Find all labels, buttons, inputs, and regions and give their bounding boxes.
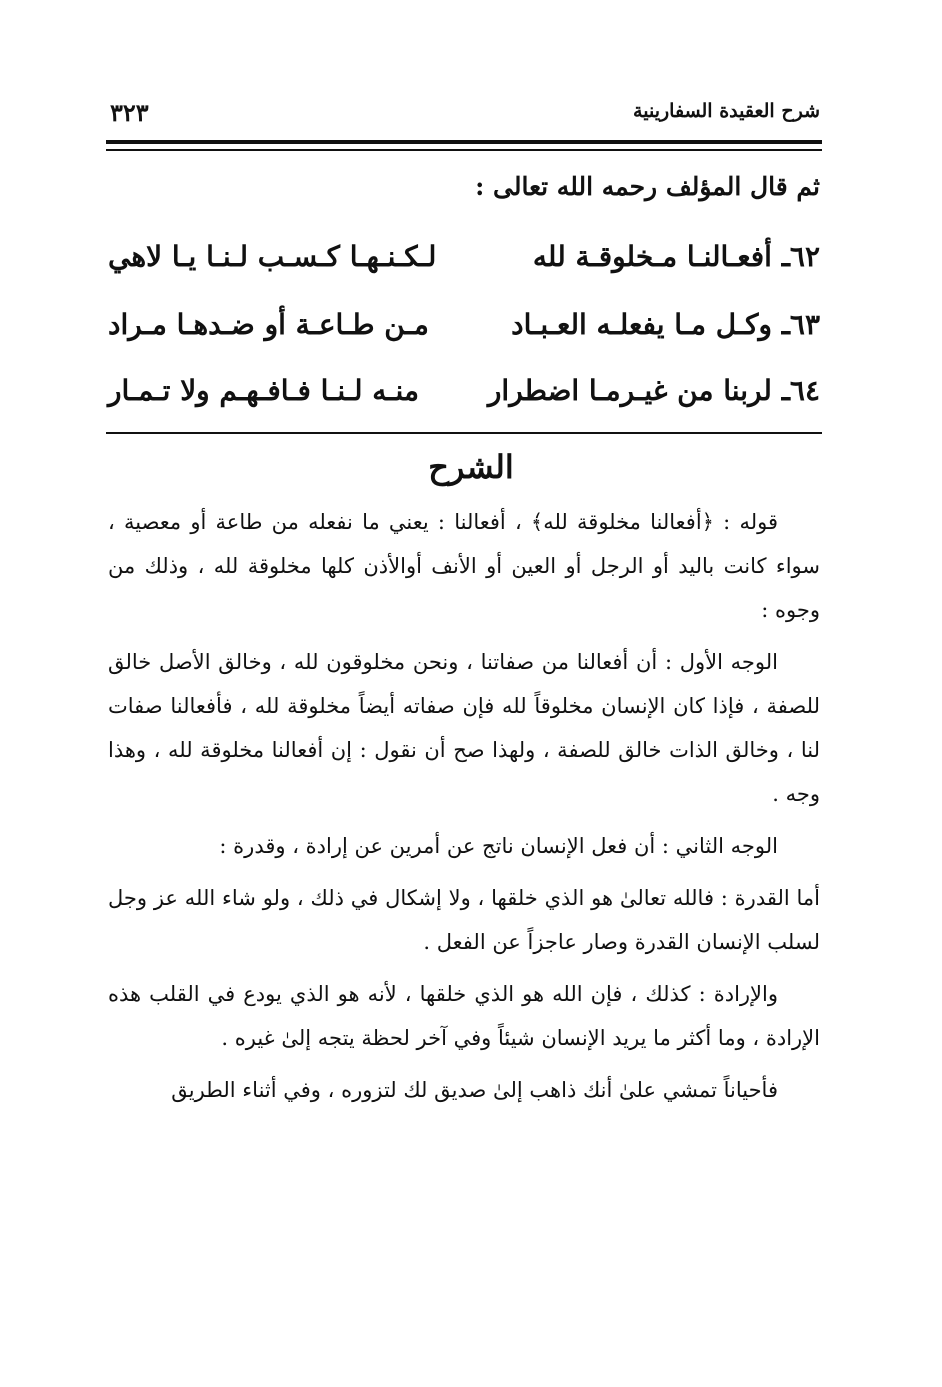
paragraph: الوجه الأول : أن أفعالنا من صفاتنا ، ونحن مخلوقون لله ، وخالق الأصل خالق للصفة ، فإذا كان الإنسان مخلوقاً لله فإن صفاته أيضاً مخلوقة لله ، فأفعالنا صفات لنا ، وخالق الذات خالق للصفة ، ولهذا صح أن نقول : إن أفعالنا مخلوقة لله ، وهذا وجه . bbox=[108, 650, 820, 806]
paragraph: الوجه الثاني : أن فعل الإنسان ناتج عن أمرين عن إرادة ، وقدرة : bbox=[219, 834, 778, 858]
paragraph: فأحياناً تمشي علىٰ أنك ذاهب إلىٰ صديق لك لتزوره ، وفي أثناء الطريق bbox=[171, 1078, 778, 1102]
book-title: شرح العقيدة السفارينية bbox=[633, 100, 820, 122]
section-title: الشرح bbox=[428, 448, 514, 486]
commentary-body bbox=[108, 500, 820, 1120]
verses-divider bbox=[106, 432, 822, 434]
verse-second-hemistich: مـن طـاعـة أو ضـدهـا مـراد bbox=[108, 308, 429, 341]
verse-first-hemistich: ٦٢ـ أفعـالنـا مـخلوقـة لله bbox=[532, 240, 820, 273]
header-rule-thin bbox=[106, 149, 822, 151]
paragraph: قوله : ﴿أفعالنا مخلوقة لله﴾ ، أفعالنا : يعني ما نفعله من طاعة أو معصية ، سواء كانت باليد أو الرجل أو العين أو الأنف أوالأذن كلها مخلوقة لله ، وذلك من وجوه : bbox=[108, 510, 820, 622]
verse-second-hemistich: لـكـنـهـا كـسـب لـنـا يـا لاهي bbox=[108, 240, 437, 273]
paragraph: والإرادة : كذلك ، فإن الله هو الذي خلقها ، لأنه هو الذي يودع في القلب هذه الإرادة ، وما أكثر ما يريد الإنسان شيئاً وفي آخر لحظة يتجه إلىٰ غيره . bbox=[108, 982, 820, 1050]
verse-second-hemistich: منـه لـنـا فـافـهـم ولا تـمـار bbox=[108, 374, 419, 407]
verse-62 bbox=[108, 240, 820, 292]
verse-64 bbox=[108, 374, 820, 426]
paragraph: أما القدرة : فالله تعالىٰ هو الذي خلقها ، ولا إشكال في ذلك ، ولو شاء الله عز وجل لسلب الإنسان القدرة وصار عاجزاً عن الفعل . bbox=[108, 886, 820, 954]
verse-first-hemistich: ٦٣ـ وكـل مـا يفعلـه العـبـاد bbox=[511, 308, 820, 341]
intro-line: ثم قال المؤلف رحمه الله تعالى : bbox=[475, 172, 820, 201]
page-number: ٣٢٣ bbox=[110, 98, 149, 127]
verse-first-hemistich: ٦٤ـ لربنا من غيـرمـا اضطرار bbox=[487, 374, 820, 407]
running-header bbox=[108, 98, 820, 134]
verse-63 bbox=[108, 308, 820, 360]
header-rule-thick bbox=[106, 140, 822, 144]
